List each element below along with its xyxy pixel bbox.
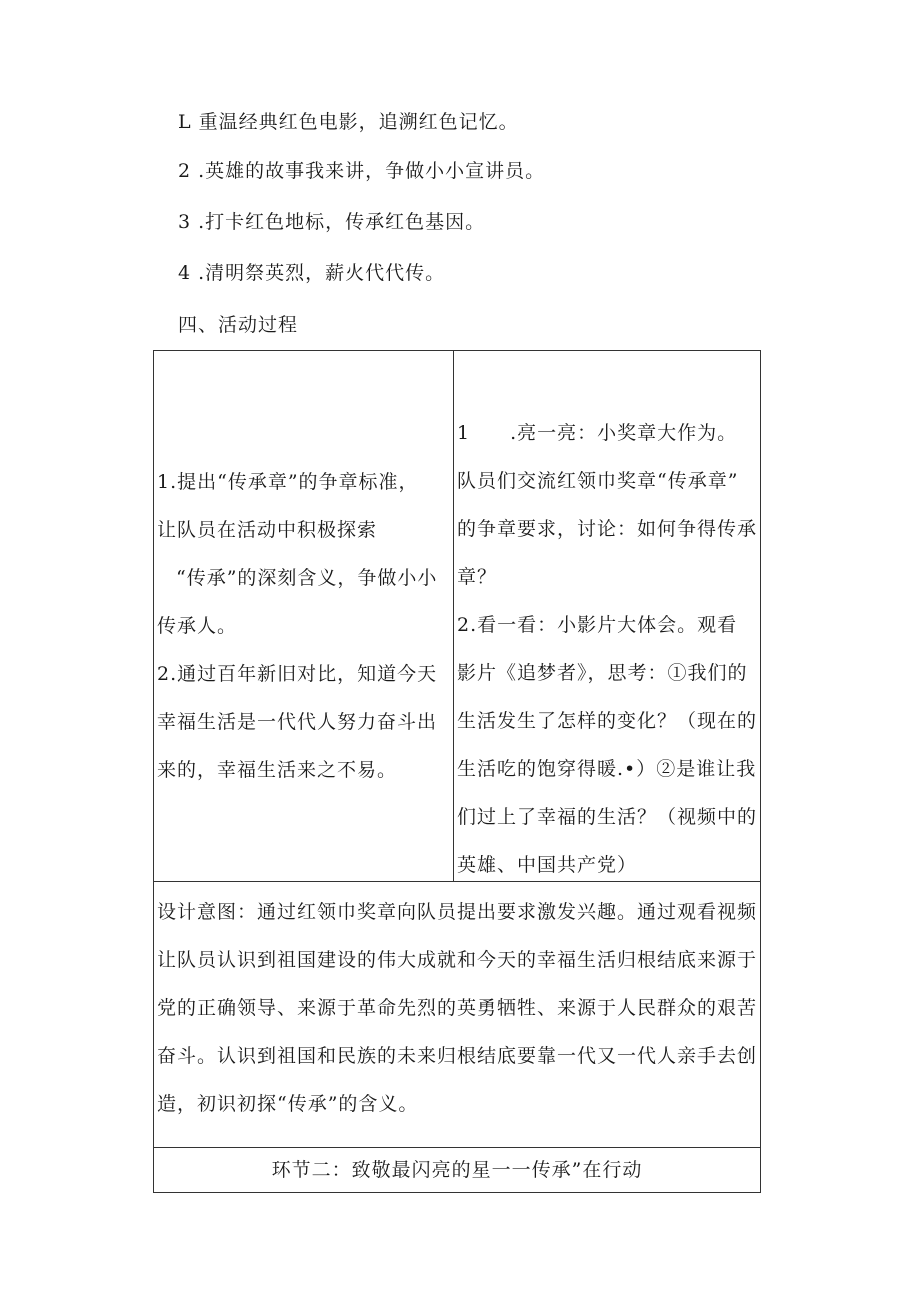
table-row-footer <box>154 1148 761 1193</box>
activity-item-2: 2 .英雄的故事我来讲，争做小小宣讲员。 <box>178 160 546 182</box>
goal-line: 让队员在活动中积极探索 <box>157 519 378 541</box>
activity-item-1: L 重温经典红色电影，追溯红色记忆。 <box>178 111 519 133</box>
design-line: 奋斗。认识到祖国和民族的未来归根结底要靠一代又一代人亲手去创 <box>157 1045 758 1067</box>
goal-line: 幸福生活是一代代人努力奋斗出 <box>157 711 438 733</box>
step-line: 1 .亮一亮：小奖章大作为。 <box>457 422 738 444</box>
step-line: 队员们交流红领巾奖章“传承章” <box>457 470 739 492</box>
goal-line: “传承”的深刻含义，争做小小 <box>176 567 438 589</box>
design-line: 让队员认识到祖国建设的伟大成就和今天的幸福生活归根结底来源于 <box>157 949 758 971</box>
activity-process-table <box>153 350 761 1193</box>
step-line: 影片《追梦者》，思考：①我们的 <box>457 662 748 684</box>
goal-line: 2.通过百年新旧对比，知道今天 <box>157 663 438 685</box>
table-row-content <box>154 351 761 882</box>
design-intent-cell <box>154 882 761 1148</box>
section-two-title: 环节二：致敬最闪亮的星一一传承”在行动 <box>154 1148 761 1193</box>
step-line: 2.看一看：小影片大体会。观看 <box>457 614 738 636</box>
table-row-design <box>154 882 761 1148</box>
steps-cell <box>454 351 761 882</box>
activity-item-4: 4 .清明祭英烈，薪火代代传。 <box>178 262 446 284</box>
design-line: 造，初识初探“传承”的含义。 <box>157 1093 419 1115</box>
step-line: 生活发生了怎样的变化？（现在的 <box>457 710 758 732</box>
design-line: 设计意图：通过红领巾奖章向队员提出要求激发兴趣。通过观看视频 <box>157 901 758 923</box>
design-line: 党的正确领导、来源于革命先烈的英勇牺牲、来源于人民群众的艰苦 <box>157 997 758 1019</box>
goal-line: 传承人。 <box>157 615 238 637</box>
goal-line: 1.提出“传承章”的争章标准， <box>157 471 419 493</box>
goals-cell <box>154 351 454 882</box>
step-line: 们过上了幸福的生活？（视频中的 <box>457 806 758 828</box>
section-heading: 四、活动过程 <box>178 314 299 336</box>
goal-line: 来的，幸福生活来之不易。 <box>157 759 398 781</box>
activity-item-3: 3 .打卡红色地标，传承红色基因。 <box>178 211 486 233</box>
step-line: 的争章要求，讨论：如何争得传承 <box>457 518 758 540</box>
step-line: 章？ <box>457 566 498 588</box>
step-line: 生活吃的饱穿得暖.•）②是谁让我 <box>457 758 757 780</box>
step-line: 英雄、中国共产党） <box>457 854 638 876</box>
